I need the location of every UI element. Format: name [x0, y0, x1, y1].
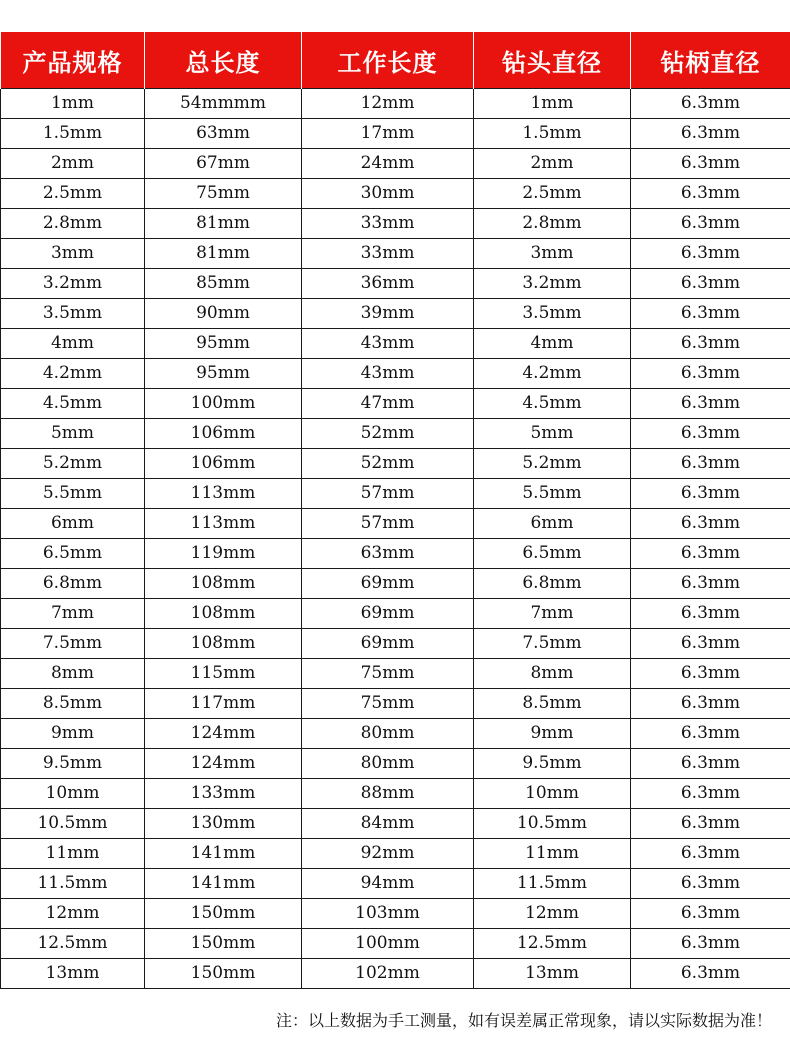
total-length-cell: 113mm — [145, 509, 302, 539]
shank-diameter-cell: 6.3mm — [631, 959, 790, 989]
total-length-cell: 117mm — [145, 689, 302, 719]
shank-diameter-cell: 6.3mm — [631, 749, 790, 779]
product-spec-cell: 1.5mm — [1, 119, 145, 149]
table-row — [1, 659, 790, 689]
working-length-cell: 84mm — [302, 809, 474, 839]
working-length-cell: 75mm — [302, 659, 474, 689]
bit-diameter-cell: 8mm — [474, 659, 631, 689]
table-row — [1, 509, 790, 539]
total-length-cell: 141mm — [145, 869, 302, 899]
bit-diameter-cell: 12.5mm — [474, 929, 631, 959]
bit-diameter-cell: 4.2mm — [474, 359, 631, 389]
product-spec-cell: 6.8mm — [1, 569, 145, 599]
product-spec-cell: 3.5mm — [1, 299, 145, 329]
table-row — [1, 449, 790, 479]
table-row — [1, 479, 790, 509]
working-length-cell: 63mm — [302, 539, 474, 569]
shank-diameter-cell: 6.3mm — [631, 929, 790, 959]
shank-diameter-cell: 6.3mm — [631, 689, 790, 719]
total-length-cell: 133mm — [145, 779, 302, 809]
table-row — [1, 329, 790, 359]
total-length-cell: 106mm — [145, 449, 302, 479]
product-spec-cell: 9mm — [1, 719, 145, 749]
product-spec-cell: 6.5mm — [1, 539, 145, 569]
table-row — [1, 959, 790, 989]
product-spec-cell: 4.2mm — [1, 359, 145, 389]
product-spec-cell: 5.2mm — [1, 449, 145, 479]
shank-diameter-cell: 6.3mm — [631, 119, 790, 149]
product-spec-cell: 12mm — [1, 899, 145, 929]
header-shank-diameter: 钻柄直径 — [631, 32, 790, 89]
shank-diameter-cell: 6.3mm — [631, 149, 790, 179]
working-length-cell: 43mm — [302, 329, 474, 359]
total-length-cell: 95mm — [145, 359, 302, 389]
shank-diameter-cell: 6.3mm — [631, 479, 790, 509]
shank-diameter-cell: 6.3mm — [631, 839, 790, 869]
total-length-cell: 150mm — [145, 929, 302, 959]
table-row — [1, 839, 790, 869]
product-spec-cell: 2mm — [1, 149, 145, 179]
table-row — [1, 689, 790, 719]
table-row — [1, 419, 790, 449]
shank-diameter-cell: 6.3mm — [631, 869, 790, 899]
shank-diameter-cell: 6.3mm — [631, 779, 790, 809]
header-total-length: 总长度 — [145, 32, 302, 89]
working-length-cell: 47mm — [302, 389, 474, 419]
header-working-length: 工作长度 — [302, 32, 474, 89]
working-length-cell: 39mm — [302, 299, 474, 329]
total-length-cell: 124mm — [145, 749, 302, 779]
table-header — [1, 32, 790, 89]
table-row — [1, 809, 790, 839]
shank-diameter-cell: 6.3mm — [631, 719, 790, 749]
table-row — [1, 719, 790, 749]
total-length-cell: 81mm — [145, 209, 302, 239]
working-length-cell: 24mm — [302, 149, 474, 179]
product-spec-cell: 6mm — [1, 509, 145, 539]
working-length-cell: 94mm — [302, 869, 474, 899]
table-row — [1, 749, 790, 779]
shank-diameter-cell: 6.3mm — [631, 419, 790, 449]
working-length-cell: 69mm — [302, 599, 474, 629]
product-spec-cell: 4.5mm — [1, 389, 145, 419]
total-length-cell: 108mm — [145, 629, 302, 659]
working-length-cell: 43mm — [302, 359, 474, 389]
total-length-cell: 150mm — [145, 899, 302, 929]
bit-diameter-cell: 2.5mm — [474, 179, 631, 209]
total-length-cell: 100mm — [145, 389, 302, 419]
shank-diameter-cell: 6.3mm — [631, 659, 790, 689]
product-spec-cell: 8mm — [1, 659, 145, 689]
table-row — [1, 359, 790, 389]
bit-diameter-cell: 9.5mm — [474, 749, 631, 779]
total-length-cell: 63mm — [145, 119, 302, 149]
bit-diameter-cell: 2mm — [474, 149, 631, 179]
shank-diameter-cell: 6.3mm — [631, 269, 790, 299]
table-row — [1, 269, 790, 299]
working-length-cell: 52mm — [302, 419, 474, 449]
table-row — [1, 869, 790, 899]
total-length-cell: 108mm — [145, 569, 302, 599]
bit-diameter-cell: 2.8mm — [474, 209, 631, 239]
shank-diameter-cell: 6.3mm — [631, 509, 790, 539]
bit-diameter-cell: 13mm — [474, 959, 631, 989]
shank-diameter-cell: 6.3mm — [631, 899, 790, 929]
shank-diameter-cell: 6.3mm — [631, 299, 790, 329]
bit-diameter-cell: 3.5mm — [474, 299, 631, 329]
table-row — [1, 149, 790, 179]
product-spec-cell: 10mm — [1, 779, 145, 809]
bit-diameter-cell: 10.5mm — [474, 809, 631, 839]
shank-diameter-cell: 6.3mm — [631, 209, 790, 239]
total-length-cell: 67mm — [145, 149, 302, 179]
working-length-cell: 36mm — [302, 269, 474, 299]
product-spec-cell: 13mm — [1, 959, 145, 989]
bit-diameter-cell: 12mm — [474, 899, 631, 929]
product-spec-cell: 1mm — [1, 89, 145, 119]
product-spec-cell: 7mm — [1, 599, 145, 629]
bit-diameter-cell: 7.5mm — [474, 629, 631, 659]
table-row — [1, 299, 790, 329]
table-row — [1, 899, 790, 929]
product-spec-cell: 11mm — [1, 839, 145, 869]
total-length-cell: 115mm — [145, 659, 302, 689]
header-row — [1, 32, 790, 89]
shank-diameter-cell: 6.3mm — [631, 389, 790, 419]
table-body — [1, 89, 790, 989]
bit-diameter-cell: 6.5mm — [474, 539, 631, 569]
working-length-cell: 30mm — [302, 179, 474, 209]
product-spec-cell: 4mm — [1, 329, 145, 359]
shank-diameter-cell: 6.3mm — [631, 329, 790, 359]
drill-spec-table — [0, 32, 790, 989]
working-length-cell: 52mm — [302, 449, 474, 479]
bit-diameter-cell: 5.2mm — [474, 449, 631, 479]
total-length-cell: 108mm — [145, 599, 302, 629]
working-length-cell: 80mm — [302, 749, 474, 779]
bit-diameter-cell: 3.2mm — [474, 269, 631, 299]
product-spec-cell: 5.5mm — [1, 479, 145, 509]
product-spec-cell: 2.5mm — [1, 179, 145, 209]
product-spec-cell: 10.5mm — [1, 809, 145, 839]
shank-diameter-cell: 6.3mm — [631, 449, 790, 479]
bit-diameter-cell: 3mm — [474, 239, 631, 269]
bit-diameter-cell: 10mm — [474, 779, 631, 809]
working-length-cell: 103mm — [302, 899, 474, 929]
shank-diameter-cell: 6.3mm — [631, 629, 790, 659]
table-row — [1, 389, 790, 419]
disclaimer-note: 注：以上数据为手工测量，如有误差属正常现象，请以实际数据为准！ — [275, 1011, 772, 1030]
product-spec-cell: 3.2mm — [1, 269, 145, 299]
total-length-cell: 119mm — [145, 539, 302, 569]
product-spec-cell: 2.8mm — [1, 209, 145, 239]
shank-diameter-cell: 6.3mm — [631, 809, 790, 839]
bit-diameter-cell: 4mm — [474, 329, 631, 359]
working-length-cell: 69mm — [302, 569, 474, 599]
total-length-cell: 106mm — [145, 419, 302, 449]
table-row — [1, 539, 790, 569]
working-length-cell: 33mm — [302, 239, 474, 269]
bit-diameter-cell: 5.5mm — [474, 479, 631, 509]
working-length-cell: 75mm — [302, 689, 474, 719]
working-length-cell: 57mm — [302, 479, 474, 509]
header-product-spec: 产品规格 — [1, 32, 145, 89]
working-length-cell: 17mm — [302, 119, 474, 149]
bit-diameter-cell: 11.5mm — [474, 869, 631, 899]
bit-diameter-cell: 6.8mm — [474, 569, 631, 599]
table-row — [1, 179, 790, 209]
table-row — [1, 89, 790, 119]
bit-diameter-cell: 1mm — [474, 89, 631, 119]
shank-diameter-cell: 6.3mm — [631, 539, 790, 569]
bit-diameter-cell: 4.5mm — [474, 389, 631, 419]
working-length-cell: 80mm — [302, 719, 474, 749]
shank-diameter-cell: 6.3mm — [631, 359, 790, 389]
table-row — [1, 599, 790, 629]
table-row — [1, 779, 790, 809]
shank-diameter-cell: 6.3mm — [631, 89, 790, 119]
working-length-cell: 12mm — [302, 89, 474, 119]
product-spec-cell: 5mm — [1, 419, 145, 449]
product-spec-cell: 9.5mm — [1, 749, 145, 779]
total-length-cell: 90mm — [145, 299, 302, 329]
bit-diameter-cell: 5mm — [474, 419, 631, 449]
total-length-cell: 141mm — [145, 839, 302, 869]
working-length-cell: 88mm — [302, 779, 474, 809]
total-length-cell: 95mm — [145, 329, 302, 359]
product-spec-cell: 8.5mm — [1, 689, 145, 719]
product-spec-cell: 11.5mm — [1, 869, 145, 899]
shank-diameter-cell: 6.3mm — [631, 569, 790, 599]
working-length-cell: 100mm — [302, 929, 474, 959]
product-spec-cell: 7.5mm — [1, 629, 145, 659]
bit-diameter-cell: 9mm — [474, 719, 631, 749]
total-length-cell: 85mm — [145, 269, 302, 299]
total-length-cell: 75mm — [145, 179, 302, 209]
table-row — [1, 929, 790, 959]
total-length-cell: 130mm — [145, 809, 302, 839]
table-row — [1, 239, 790, 269]
working-length-cell: 57mm — [302, 509, 474, 539]
bit-diameter-cell: 6mm — [474, 509, 631, 539]
header-bit-diameter: 钻头直径 — [474, 32, 631, 89]
table-row — [1, 119, 790, 149]
bit-diameter-cell: 11mm — [474, 839, 631, 869]
shank-diameter-cell: 6.3mm — [631, 599, 790, 629]
working-length-cell: 102mm — [302, 959, 474, 989]
shank-diameter-cell: 6.3mm — [631, 179, 790, 209]
product-spec-cell: 3mm — [1, 239, 145, 269]
total-length-cell: 113mm — [145, 479, 302, 509]
product-spec-cell: 12.5mm — [1, 929, 145, 959]
table-row — [1, 209, 790, 239]
working-length-cell: 33mm — [302, 209, 474, 239]
bit-diameter-cell: 7mm — [474, 599, 631, 629]
total-length-cell: 150mm — [145, 959, 302, 989]
total-length-cell: 124mm — [145, 719, 302, 749]
working-length-cell: 69mm — [302, 629, 474, 659]
shank-diameter-cell: 6.3mm — [631, 239, 790, 269]
table-row — [1, 629, 790, 659]
bit-diameter-cell: 1.5mm — [474, 119, 631, 149]
total-length-cell: 54mmmm — [145, 89, 302, 119]
total-length-cell: 81mm — [145, 239, 302, 269]
bit-diameter-cell: 8.5mm — [474, 689, 631, 719]
working-length-cell: 92mm — [302, 839, 474, 869]
table-row — [1, 569, 790, 599]
